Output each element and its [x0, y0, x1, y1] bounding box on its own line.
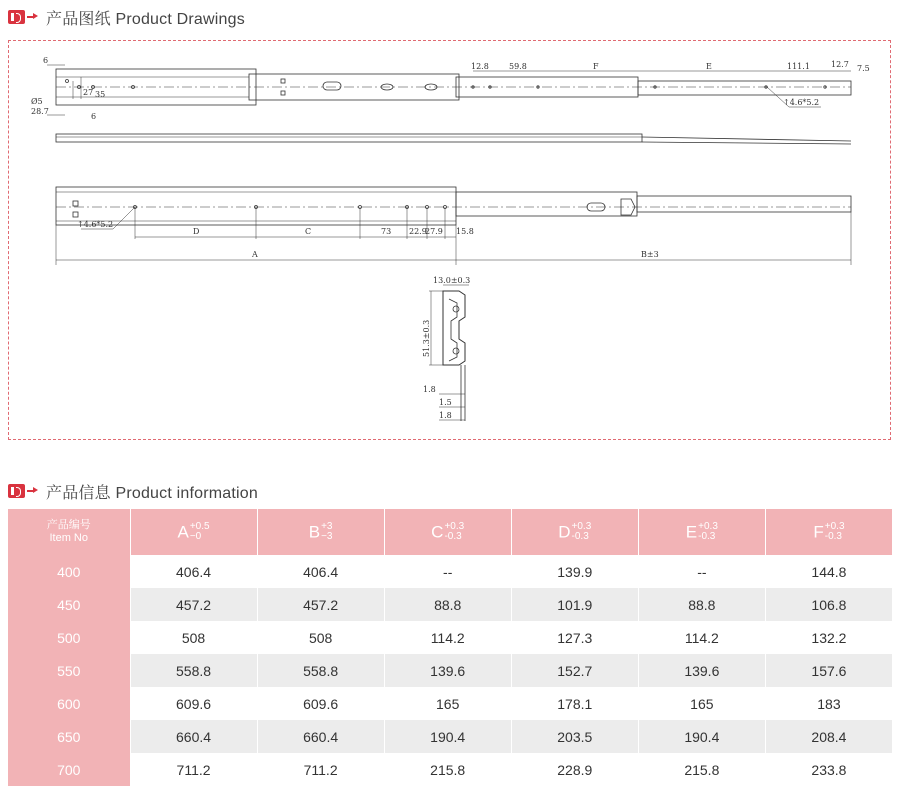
cell-B: 711.2 — [257, 753, 384, 786]
technical-drawing — [9, 41, 892, 441]
row-model: 550 — [8, 654, 130, 687]
cell-A: 457.2 — [130, 588, 257, 621]
cell-E: -- — [638, 555, 765, 588]
header-A: A +0.5 −0 — [130, 509, 257, 555]
brand-logo-icon — [8, 9, 38, 25]
cell-E: 88.8 — [638, 588, 765, 621]
cell-C: -- — [384, 555, 511, 588]
cell-E: 190.4 — [638, 720, 765, 753]
row-model: 600 — [8, 687, 130, 720]
dim-15-8: 15.8 — [456, 227, 474, 236]
header-C: C +0.3 -0.3 — [384, 509, 511, 555]
table-row — [8, 555, 893, 588]
slot-label-left: ↑4.6*5.2 — [77, 220, 114, 229]
cell-A: 558.8 — [130, 654, 257, 687]
cell-B: 508 — [257, 621, 384, 654]
info-section-header — [8, 481, 258, 501]
cell-D: 152.7 — [511, 654, 638, 687]
cell-F: 106.8 — [765, 588, 892, 621]
dim-27-9: 27.9 — [425, 227, 443, 236]
cell-D: 228.9 — [511, 753, 638, 786]
table-row — [8, 687, 893, 720]
slot-label-right: ↑4.6*5.2 — [783, 98, 820, 107]
dim-F: F — [593, 62, 599, 71]
table-row — [8, 588, 893, 621]
dim-12-8: 12.8 — [471, 62, 489, 71]
cell-E: 139.6 — [638, 654, 765, 687]
cell-B: 660.4 — [257, 720, 384, 753]
cell-A: 711.2 — [130, 753, 257, 786]
dim-12-7: 12.7 — [831, 60, 849, 69]
dim-7-5: 7.5 — [857, 64, 870, 73]
brand-logo-icon — [8, 483, 38, 499]
cell-E: 114.2 — [638, 621, 765, 654]
cell-D: 101.9 — [511, 588, 638, 621]
table-header-row — [8, 509, 893, 555]
inner-rail-extension — [638, 81, 851, 95]
cell-D: 127.3 — [511, 621, 638, 654]
cell-E: 165 — [638, 687, 765, 720]
dim-height-51-3: 51.3±0.3 — [422, 319, 431, 357]
cell-A: 508 — [130, 621, 257, 654]
cell-B: 457.2 — [257, 588, 384, 621]
dim-35: 35 — [95, 90, 106, 99]
cell-F: 183 — [765, 687, 892, 720]
cell-F: 208.4 — [765, 720, 892, 753]
cell-C: 190.4 — [384, 720, 511, 753]
table-row — [8, 621, 893, 654]
dim-27: 27 — [83, 88, 94, 97]
dim-width-13: 13.0±0.3 — [433, 276, 471, 285]
product-info-table — [8, 509, 893, 786]
cell-C: 88.8 — [384, 588, 511, 621]
info-section-title: 产品信息 Product information — [46, 484, 258, 502]
dim-thickness-1-8: 1.8 — [423, 385, 436, 394]
dim-22-9: 22.9 — [409, 227, 427, 236]
dim-D: D — [193, 227, 200, 236]
cell-C: 215.8 — [384, 753, 511, 786]
cell-E: 215.8 — [638, 753, 765, 786]
dim-59-8: 59.8 — [509, 62, 527, 71]
table-row — [8, 720, 893, 753]
cell-A: 660.4 — [130, 720, 257, 753]
table-row — [8, 753, 893, 786]
cell-C: 139.6 — [384, 654, 511, 687]
cell-F: 233.8 — [765, 753, 892, 786]
cell-C: 114.2 — [384, 621, 511, 654]
dim-6-top: 6 — [43, 56, 49, 65]
row-model: 700 — [8, 753, 130, 786]
row-model: 650 — [8, 720, 130, 753]
header-F: F +0.3 -0.3 — [765, 509, 892, 555]
drawings-section-header — [8, 7, 245, 27]
row-model: 500 — [8, 621, 130, 654]
row-model: 450 — [8, 588, 130, 621]
drawings-section-title: 产品图纸 Product Drawings — [46, 10, 245, 28]
cell-D: 178.1 — [511, 687, 638, 720]
row-model: 400 — [8, 555, 130, 588]
cell-F: 157.6 — [765, 654, 892, 687]
dim-C: C — [305, 227, 312, 236]
dim-E: E — [706, 62, 712, 71]
product-drawing-frame — [8, 40, 891, 440]
cell-F: 144.8 — [765, 555, 892, 588]
dim-B: B±3 — [641, 250, 659, 259]
cell-C: 165 — [384, 687, 511, 720]
cell-B: 609.6 — [257, 687, 384, 720]
dim-thickness-1-8-b: 1.8 — [439, 411, 452, 420]
header-D: D +0.3 -0.3 — [511, 509, 638, 555]
table-row — [8, 654, 893, 687]
header-E: E +0.3 -0.3 — [638, 509, 765, 555]
dim-73: 73 — [381, 227, 392, 236]
header-B: B +3 −3 — [257, 509, 384, 555]
header-item-no: 产品编号 Item No — [8, 509, 130, 555]
dim-111-1: 111.1 — [787, 62, 810, 71]
cell-B: 406.4 — [257, 555, 384, 588]
dim-A: A — [252, 250, 258, 259]
cell-B: 558.8 — [257, 654, 384, 687]
cell-D: 139.9 — [511, 555, 638, 588]
dim-thickness-1-5: 1.5 — [439, 398, 452, 407]
dim-6-bottom: 6 — [91, 112, 97, 121]
cell-A: 609.6 — [130, 687, 257, 720]
cell-A: 406.4 — [130, 555, 257, 588]
cell-D: 203.5 — [511, 720, 638, 753]
cell-F: 132.2 — [765, 621, 892, 654]
dim-diameter-5: Ø5 — [31, 97, 43, 106]
dim-28-7: 28.7 — [31, 107, 49, 116]
